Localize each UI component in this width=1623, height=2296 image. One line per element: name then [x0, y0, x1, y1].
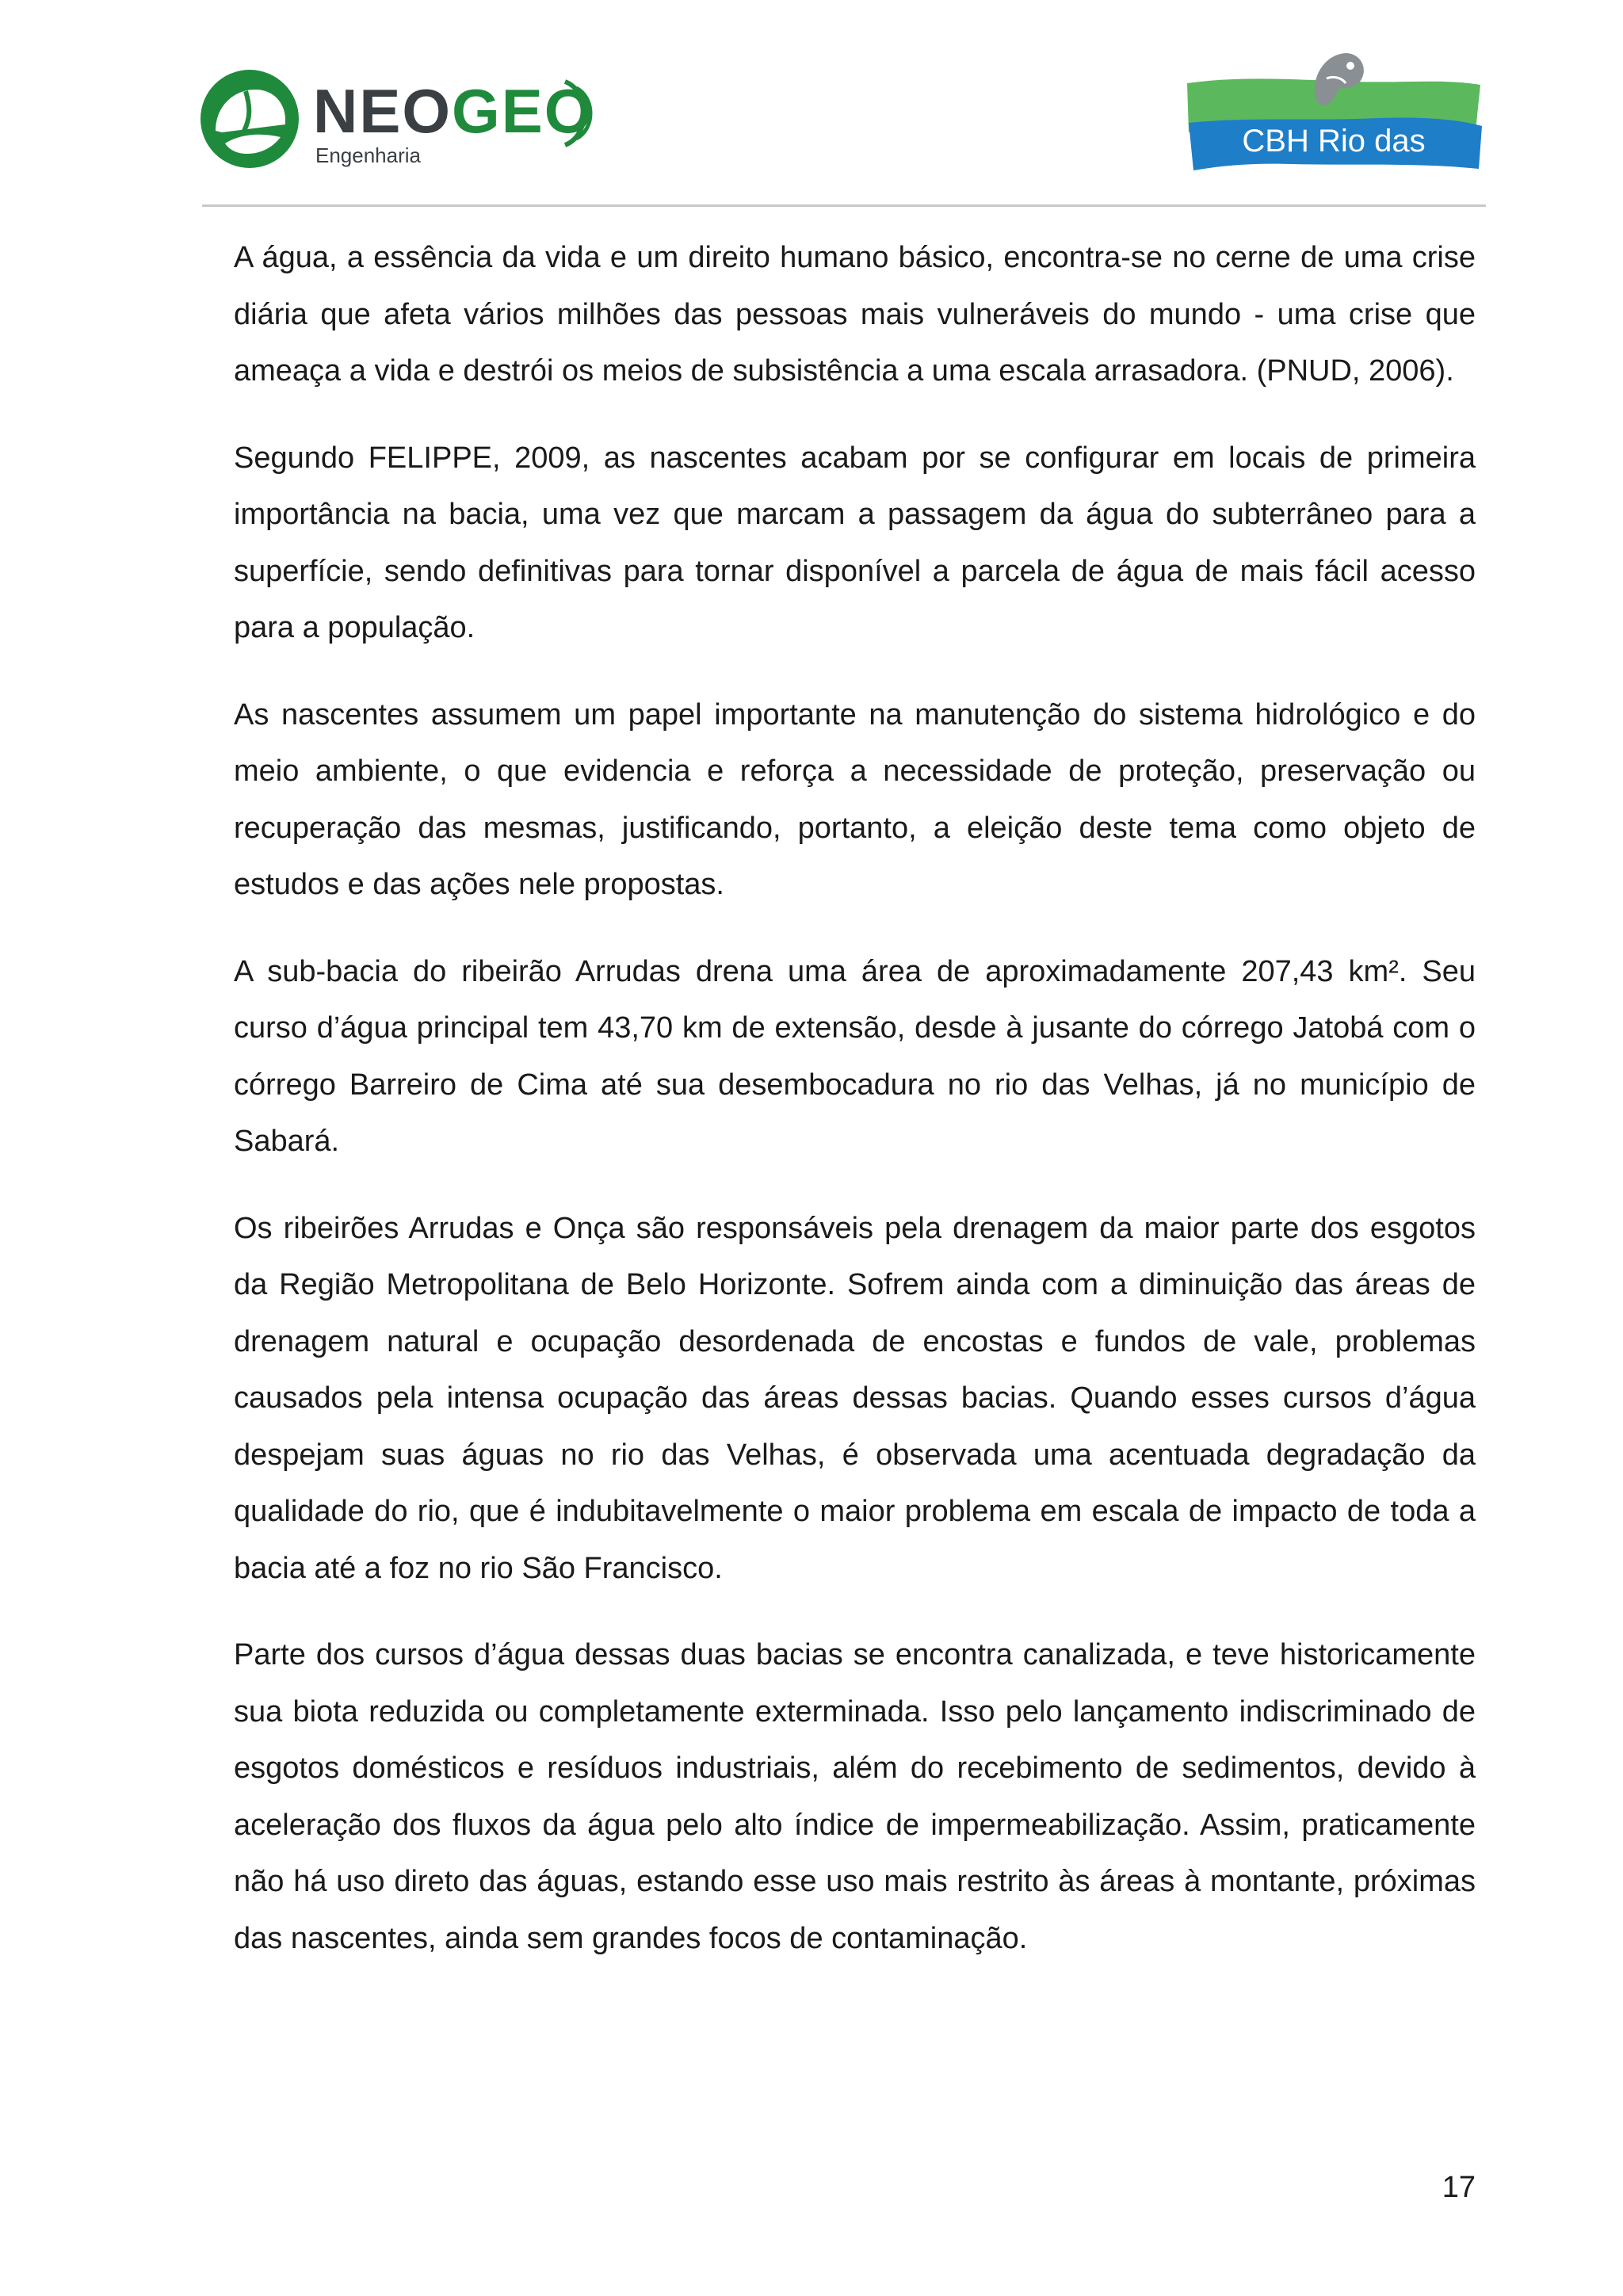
- paragraph: Os ribeirões Arrudas e Onça são responsáveis pela drenagem da maior parte dos esgotos da Região Metropolitana de Belo Horizonte. Sofrem ainda com a diminuição das áreas de drenagem natural e ocupação desordenada de encostas e fundos de vale, problemas causados pela intensa ocupação das áreas dessas bacias. Quando esses cursos d’água despejam suas águas no rio das Velhas, é observada uma acentuada degradação da qualidade do rio, que é indubitavelmente o maior problema em escala de impacto de toda a bacia até a foz no rio São Francisco.: [234, 1211, 1476, 1585]
- cbh-logo: [1181, 44, 1486, 198]
- paragraph: A água, a essência da vida e um direito humano básico, encontra-se no cerne de uma crise diária que afeta vários milhões das pessoas mais vulneráveis do mundo - uma crise que ameaça a vida e destrói os meios de subsistência a uma escala arrasadora. (PNUD, 2006).: [234, 241, 1476, 388]
- fish-icon: [1300, 44, 1371, 115]
- orbit-rings-icon: [559, 74, 606, 153]
- paragraph: Parte dos cursos d’água dessas duas bacias se encontra canalizada, e teve historicamente sua biota reduzida ou completamente exterminada. Isso pelo lançamento indiscriminado de esgotos domésticos e resíduos industriais, além do recebimento de sedimentos, devido à aceleração dos fluxos da água pelo alto índice de impermeabilização. Assim, praticamente não há uso direto das águas, estando esse uso mais restrito às áreas à montante, próximas das nascentes, ainda sem grandes focos de contaminação.: [234, 1638, 1476, 1955]
- helmet-leaf-icon: [198, 67, 301, 170]
- paragraph: Segundo FELIPPE, 2009, as nascentes acabam por se configurar em locais de primeira importância na bacia, uma vez que marcam a passagem da água do subterrâneo para a superfície, sendo definitivas para tornar disponível a parcela de água de mais fácil acesso para a população.: [234, 441, 1476, 644]
- document-body: [234, 230, 1476, 1997]
- page-header: [0, 0, 1623, 206]
- neogeo-subtitle: Engenharia: [315, 143, 421, 167]
- paragraph: A sub-bacia do ribeirão Arrudas drena uma área de aproximadamente 207,43 km². Seu curso d’água principal tem 43,70 km de extensão, desde à jusante do córrego Jatobá com o córrego Barreiro de Cima até sua desembocadura no rio das Velhas, já no município de Sabará.: [234, 954, 1476, 1158]
- neogeo-brand-neo: NEO: [313, 76, 453, 146]
- neogeo-logo: [198, 67, 610, 170]
- neogeo-brand: [313, 75, 594, 147]
- cbh-logo-text: CBH Rio das Velhas: [1242, 124, 1426, 198]
- paragraph: As nascentes assumem um papel importante na manutenção do sistema hidrológico e do meio ambiente, o que evidencia e reforça a necessidade de proteção, preservação ou recuperação das mesmas, justificando, portanto, a eleição deste tema como objeto de estudos e das ações nele propostas.: [234, 697, 1476, 901]
- neogeo-brand-geo: GEO: [452, 76, 594, 146]
- header-divider: [202, 204, 1486, 207]
- page-number: 17: [1442, 2171, 1476, 2204]
